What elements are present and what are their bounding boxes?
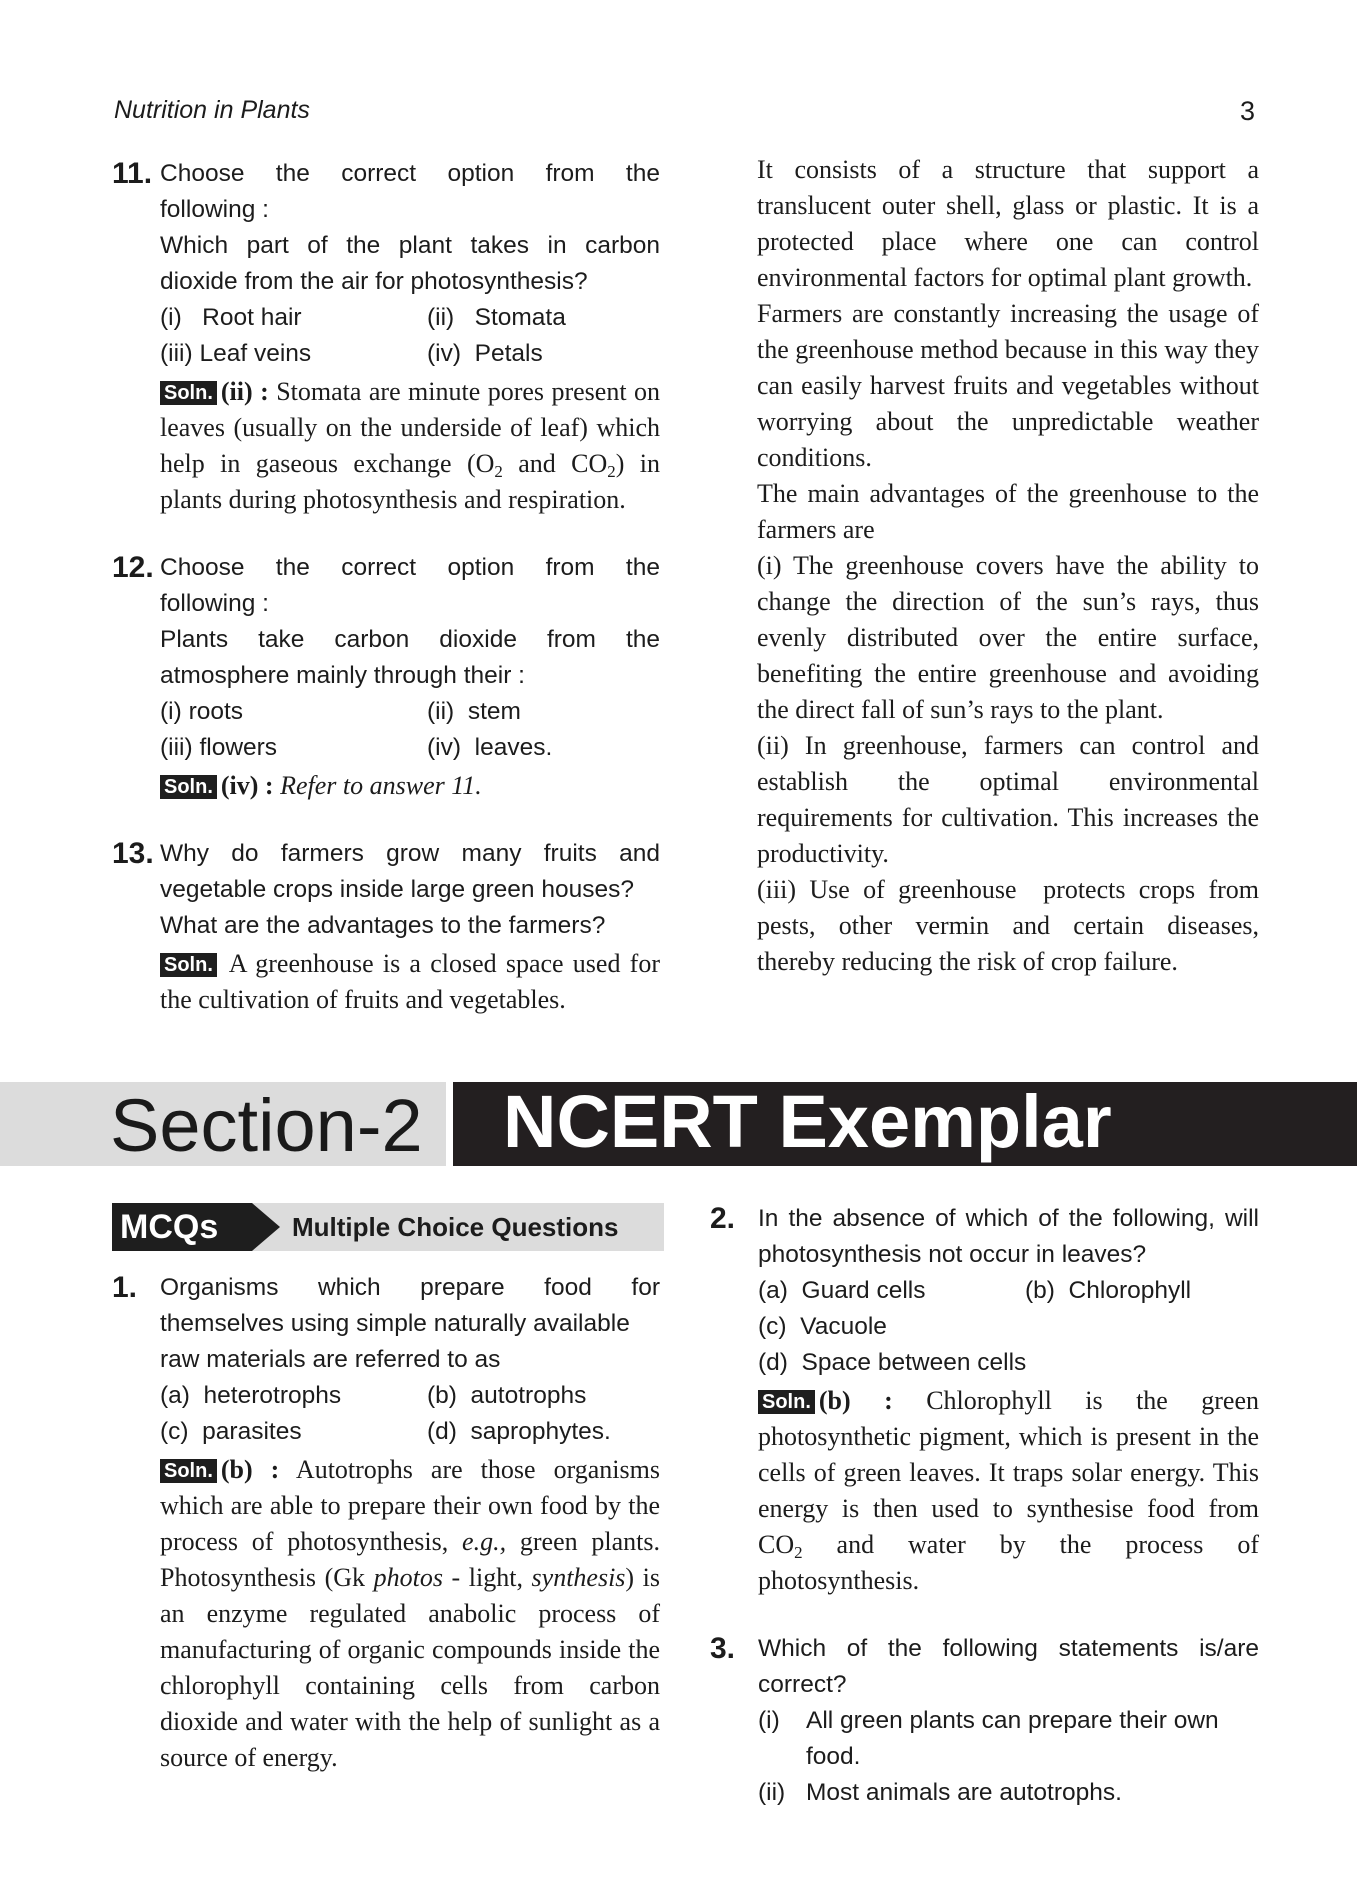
soln-text: and CO — [502, 449, 608, 478]
question-text: correct? — [758, 1671, 847, 1698]
option: (i) roots — [160, 698, 244, 725]
question-text: following : — [160, 196, 269, 223]
question-number: 1. — [112, 1271, 138, 1304]
question-text: vegetable crops inside large green houses? — [160, 876, 634, 903]
soln-badge: Soln. — [758, 1390, 815, 1414]
question-12 — [112, 550, 660, 804]
section-number-block — [0, 1082, 446, 1166]
soln-text: Stomata are minute pores present on leaves (usually on the underside of leaf) which help in gaseous exchange (O — [160, 377, 661, 478]
question-text: themselves using simple naturally available — [160, 1310, 630, 1337]
statement-number: (ii) — [758, 1779, 786, 1806]
exemplar-question-2 — [710, 1201, 1259, 1599]
exemplar-question-1 — [112, 1270, 660, 1776]
option: (a) heterotrophs — [160, 1382, 342, 1409]
question-number: 3. — [710, 1632, 736, 1665]
soln-text: - light, — [442, 1563, 532, 1592]
option: (iv) leaves. — [427, 734, 553, 761]
option: (i) Root hair — [160, 304, 302, 331]
section-title: NCERT Exemplar — [503, 1080, 1112, 1163]
question-text: In the absence of which of the following, will — [758, 1205, 1259, 1232]
left-column-top — [112, 156, 660, 1018]
solution — [160, 1452, 660, 1776]
option: (iii) Leaf veins — [160, 340, 312, 367]
option: (ii) stem — [427, 698, 521, 725]
paragraph: Farmers are constantly increasing the usage of the greenhouse method because in this way they can easily harvest fruits and vegetables without worrying about the unpredictable weather conditions. — [757, 299, 1259, 472]
question-text: atmosphere mainly through their : — [160, 662, 525, 689]
question-text: following : — [160, 590, 269, 617]
options — [160, 694, 660, 766]
question-text: What are the advantages to the farmers? — [160, 912, 606, 939]
question-13 — [112, 836, 660, 1018]
question-text: Choose the correct option from the — [160, 160, 660, 187]
option: (c) parasites — [160, 1418, 302, 1445]
options — [160, 1378, 660, 1450]
soln-badge: Soln. — [160, 1459, 217, 1483]
option: (c) Vacuole — [758, 1313, 887, 1340]
mcq-tag: MCQs — [112, 1203, 252, 1251]
left-column-bottom — [112, 1270, 660, 1776]
statement-text: Most animals are autotrophs. — [806, 1779, 1122, 1806]
solution — [160, 768, 660, 804]
soln-text: Chlorophyll is the green photosynthetic pigment, which is present in the cells of green leaves. It traps solar energy. This energy is then used to synthesise food from CO — [758, 1386, 1260, 1559]
soln-answer: (iv) : — [220, 771, 274, 800]
question-text: dioxide from the air for photosynthesis? — [160, 268, 588, 295]
subscript: 2 — [794, 1543, 803, 1563]
question-text: Which part of the plant takes in carbon — [160, 232, 660, 259]
soln-answer: (b) : — [818, 1386, 893, 1415]
mcq-title: Multiple Choice Questions — [292, 1212, 619, 1242]
options — [758, 1273, 1259, 1309]
soln-text: Autotrophs are those organisms which are able to prepare their own food by the process of photosynthesis, — [160, 1455, 660, 1556]
option: (b) autotrophs — [427, 1382, 587, 1409]
question-number: 11. — [112, 157, 153, 190]
option: (b) Chlorophyll — [1025, 1277, 1192, 1304]
section-number: Section-2 — [110, 1084, 423, 1167]
paragraph: (i) The greenhouse covers have the ability to change the direction of the sun’s rays, thus evenly distributed over the entire surface, benefiting the entire greenhouse and avoiding the direct fall of sun’s rays to the plant. — [757, 551, 1259, 724]
question-number: 2. — [710, 1202, 736, 1235]
solution — [758, 1383, 1259, 1599]
option: (d) Space between cells — [758, 1349, 1027, 1376]
paragraph: (iii) Use of greenhouse protects crops from pests, other vermin and certain diseases, thereby reducing the risk of crop failure. — [757, 875, 1259, 976]
option: (a) Guard cells — [758, 1277, 926, 1304]
running-title: Nutrition in Plants — [114, 96, 310, 124]
solution — [160, 946, 660, 1018]
question-number: 13. — [112, 837, 154, 870]
question-text: Organisms which prepare food for — [160, 1274, 660, 1301]
mcq-banner — [112, 1203, 664, 1251]
statement-number: (i) — [758, 1707, 780, 1734]
soln-text: ) is an enzyme regulated anabolic process of manufacturing of organic compounds inside the chlorophyll containing cells from carbon dioxide and water with the help of sunlight as a source of energy. — [160, 1563, 660, 1772]
soln-text: ) in plants during photosynthesis and respiration. — [160, 449, 660, 514]
paragraph: It consists of a structure that support a translucent outer shell, glass or plastic. It is a protected place where one can control environmental factors for optimal plant growth. — [757, 155, 1259, 292]
question-text: Why do farmers grow many fruits and — [160, 840, 660, 867]
option: (ii) Stomata — [427, 304, 566, 331]
right-column-bottom — [710, 1201, 1259, 1811]
subscript: 2 — [607, 462, 616, 482]
section-heading — [0, 1082, 1357, 1166]
question-text: photosynthesis not occur in leaves? — [758, 1241, 1147, 1268]
right-column-top — [757, 152, 1259, 980]
soln-text: and water by the process of photosynthesis. — [758, 1530, 1259, 1595]
arrow-icon — [252, 1203, 280, 1251]
soln-emphasis: photos — [373, 1563, 443, 1592]
soln-answer: (ii) : — [220, 377, 269, 406]
option: (iv) Petals — [427, 340, 543, 367]
page-number: 3 — [1240, 96, 1256, 126]
options — [160, 300, 660, 372]
soln-text: green plants. Photosynthesis (Gk — [160, 1527, 660, 1592]
soln-badge: Soln. — [160, 775, 217, 799]
question-text: Plants take carbon dioxide from the — [160, 626, 660, 653]
soln-text: A greenhouse is a closed space used for the cultivation of fruits and vegetables. — [160, 949, 660, 1014]
soln-badge: Soln. — [160, 953, 217, 977]
question-text: Which of the following statements is/are — [758, 1635, 1259, 1662]
exemplar-question-3 — [710, 1631, 1259, 1811]
paragraph: (ii) In greenhouse, farmers can control and establish the optimal environmental requirements for cultivation. This increases the productivity. — [757, 731, 1259, 868]
section-title-block — [453, 1082, 1357, 1166]
soln-answer: (b) : — [220, 1455, 280, 1484]
paragraph: The main advantages of the greenhouse to the farmers are — [757, 479, 1259, 544]
soln-emphasis: e.g., — [462, 1527, 507, 1556]
statement-text: All green plants can prepare their own food. — [806, 1707, 1219, 1770]
subscript: 2 — [494, 462, 503, 482]
question-number: 12. — [112, 551, 154, 584]
option: (d) saprophytes. — [427, 1418, 611, 1445]
soln-emphasis: synthesis — [531, 1563, 626, 1592]
solution — [160, 374, 660, 518]
soln-badge: Soln. — [160, 381, 217, 405]
option: (iii) flowers — [160, 734, 278, 761]
question-11 — [112, 156, 660, 518]
question-text: Choose the correct option from the — [160, 554, 660, 581]
statement-list — [758, 1703, 1259, 1811]
soln-reference: Refer to answer 11. — [280, 771, 482, 800]
question-text: raw materials are referred to as — [160, 1346, 501, 1373]
